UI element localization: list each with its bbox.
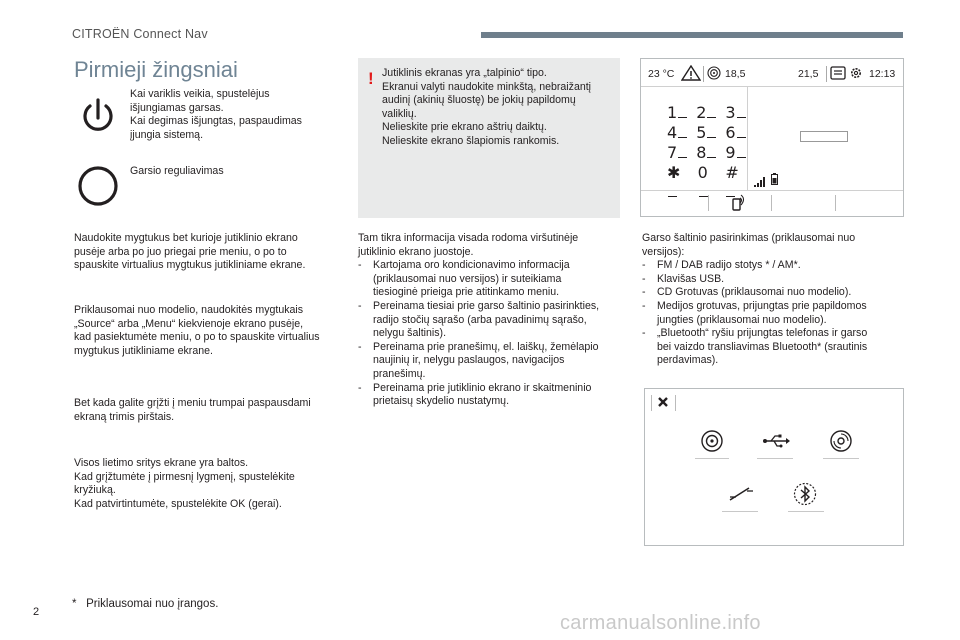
- text-line: įjungia sistemą.: [130, 128, 204, 141]
- keypad-row: [667, 103, 747, 123]
- underline: [757, 458, 793, 459]
- divider: [641, 190, 903, 191]
- text-line: audinį (akinių šluostę) be jokių papildomų: [382, 94, 576, 107]
- text-line: Visos lietimo sritys ekrane yra baltos.: [74, 457, 249, 469]
- usb-icon[interactable]: [762, 434, 790, 453]
- footnote-star: *: [72, 598, 77, 610]
- keypad-key: 4: [667, 123, 687, 143]
- power-description: [130, 88, 310, 142]
- text-line: pusėje arba po juo priegai prie meniu, o po to: [74, 245, 287, 258]
- divider: [835, 195, 836, 211]
- underline: [695, 458, 729, 459]
- text-line: Kai degimas išjungtas, paspaudimas: [130, 115, 302, 128]
- keypad-key: 9: [725, 143, 745, 163]
- text-line: valiklių.: [382, 107, 417, 120]
- messages-icon: [830, 66, 846, 85]
- status-time: 12:13: [869, 68, 896, 80]
- text-line: kryžiuką.: [74, 484, 116, 497]
- text-line: - Pereinama prie pranešimų, el. laiškų, žemėlapio: [373, 340, 599, 353]
- list-item: [358, 259, 623, 300]
- text-line: versijos):: [642, 245, 685, 258]
- keypad-row: [667, 163, 747, 183]
- phone-call-icon: [729, 194, 747, 217]
- text-line: Bet kada galite grįžti į meniu trumpai paspausdami: [74, 397, 311, 409]
- keypad-key: 2: [696, 103, 716, 123]
- warning-icon: !: [368, 69, 374, 88]
- text-line: - FM / DAB radijo stotys * / AM*.: [657, 259, 801, 272]
- text-line: perdavimas).: [657, 354, 719, 367]
- text-line: Kad patvirtintumėte, spustelėkite OK (gerai).: [74, 497, 282, 510]
- text-line: prietaisų skydelio nustatymų.: [373, 395, 510, 408]
- divider: [771, 195, 772, 211]
- text-line: tiesioginė prieiga prie atitinkamo meniu.: [373, 286, 560, 299]
- top-bar-info: [358, 232, 623, 409]
- text-line: išjungiamas garsas.: [130, 101, 224, 114]
- underline: [823, 458, 859, 459]
- text-line: - „Bluetooth“ ryšiu prijungtas telefonas ir garso: [657, 327, 868, 340]
- paragraph: [74, 304, 349, 358]
- list-item: [642, 300, 907, 327]
- bluetooth-icon[interactable]: [793, 482, 817, 511]
- settings-gear-icon: [848, 66, 864, 85]
- keypad-row: [667, 123, 747, 143]
- underline: [722, 511, 758, 512]
- info-list: [358, 259, 623, 409]
- text-line: Tam tikra informacija visada rodoma viršutinėje: [358, 232, 579, 244]
- list-item: [642, 273, 907, 287]
- text-line: ekraną trimis pirštais.: [74, 410, 175, 423]
- text-line: Kad grįžtumėte į pirmesnį lygmenį, spustelėkite: [74, 470, 295, 483]
- text-line: - CD Grotuvas (priklausomai nuo modelio).: [657, 286, 852, 299]
- text-line: Jutiklinis ekranas yra „talpinio“ tipo.: [382, 67, 547, 79]
- underline: [788, 511, 824, 512]
- keypad-key: 6: [725, 123, 745, 143]
- radio-signal-icon: [707, 66, 721, 85]
- keypad-key: 3: [725, 103, 745, 123]
- text-line: - Kartojama oro kondicionavimo informacija: [373, 259, 570, 272]
- list-item: [642, 259, 907, 273]
- text-line: Nelieskite ekrano šlapiomis rankomis.: [382, 134, 560, 147]
- display-field: [800, 131, 848, 142]
- source-selection: [642, 232, 907, 368]
- text-line: „Source“ arba „Menu“ kiekvienoje ekrano pusėje,: [74, 317, 304, 330]
- divider: [708, 195, 709, 211]
- text-line: kad pasiektumėte meniu, o po to spauskite virtualius: [74, 331, 320, 344]
- battery-icon: [771, 172, 778, 190]
- divider: [675, 395, 676, 411]
- list-item: [642, 286, 907, 300]
- close-icon[interactable]: [656, 395, 670, 414]
- keypad-key: ✱: [667, 163, 689, 183]
- list-item: [358, 341, 623, 382]
- volume-knob-icon: [74, 162, 122, 210]
- radio-source-icon[interactable]: [700, 429, 724, 458]
- text-line: - Medijos grotuvas, prijungtas prie papildomos: [657, 299, 867, 312]
- keypad-row: [667, 143, 747, 163]
- keypad-key: 7: [667, 143, 687, 163]
- power-icon: [74, 92, 122, 140]
- signal-strength-icon: [754, 174, 766, 192]
- keypad-key: 8: [696, 143, 716, 163]
- list-item: [358, 300, 623, 341]
- warning-text: [382, 67, 614, 149]
- cd-icon[interactable]: [829, 429, 853, 458]
- keypad-key: 0: [698, 163, 717, 183]
- dial-keypad: [667, 103, 747, 183]
- page-number: 2: [33, 606, 40, 618]
- aux-cable-icon[interactable]: [727, 485, 755, 508]
- source-screen-illustration: [644, 388, 904, 546]
- divider: [747, 86, 748, 190]
- text-line: mygtukus jutikliniame ekrane.: [74, 344, 213, 357]
- text-line: jutiklinio ekrano juostoje.: [358, 245, 474, 258]
- touchscreen-illustration: [640, 58, 904, 217]
- paragraph: [74, 397, 344, 424]
- paragraph: [74, 457, 344, 511]
- warning-triangle-icon: [681, 65, 701, 86]
- volume-description: Garsio reguliavimas: [130, 165, 224, 177]
- header-bar: [481, 32, 903, 38]
- text-line: jungties (priklausomai nuo modelio).: [657, 313, 827, 326]
- footnote: [72, 598, 218, 610]
- page-title: Pirmieji žingsniai: [74, 57, 238, 82]
- keypad-key: 1: [667, 103, 687, 123]
- text-line: nelygu šaltinis).: [373, 327, 447, 340]
- text-line: naujinių ir, nelygu paslaugos, navigacijos: [373, 354, 565, 367]
- text-line: (priklausomai nuo versijos) ir suteikiama: [373, 272, 562, 285]
- list-item: [642, 327, 907, 368]
- text-line: Kai variklis veikia, spustelėjus: [130, 88, 270, 100]
- source-list: [642, 259, 907, 368]
- text-line: radijo stočių sąrašo (arba pavadinimų sąrašo,: [373, 313, 587, 326]
- keypad-key: 5: [696, 123, 716, 143]
- divider: [826, 66, 827, 82]
- footnote-text: Priklausomai nuo įrangos.: [86, 598, 219, 610]
- text-line: bei vaizdo transliavimas Bluetooth* (srautinis: [657, 340, 868, 353]
- brand-header: CITROËN Connect Nav: [72, 27, 208, 41]
- watermark: carmanualsonline.info: [560, 612, 761, 634]
- divider: [703, 66, 704, 82]
- status-frequency: 18,5: [725, 68, 746, 80]
- divider: [641, 86, 903, 87]
- text-line: - Klavišas USB.: [657, 272, 725, 285]
- text-line: pranešimų.: [373, 367, 426, 380]
- list-item: [358, 382, 623, 409]
- keypad-key: #: [725, 163, 747, 183]
- status-temperature-left: 23 °C: [648, 68, 675, 80]
- text-line: - Pereinama prie jutiklinio ekrano ir skaitmeninio: [373, 381, 592, 394]
- text-line: Priklausomai nuo modelio, naudokitės mygtukais: [74, 304, 304, 316]
- divider: [651, 395, 652, 411]
- status-temperature-right: 21,5: [798, 68, 819, 80]
- text-line: Naudokite mygtukus bet kurioje jutiklinio ekrano: [74, 232, 298, 244]
- text-line: Ekranui valyti naudokite minkštą, nebraižantį: [382, 80, 592, 93]
- text-line: spauskite virtualius mygtukus jutikliniame ekrane.: [74, 259, 306, 272]
- text-line: Garso šaltinio pasirinkimas (priklausomai nuo: [642, 232, 856, 244]
- text-line: - Pereinama tiesiai prie garso šaltinio pasirinkties,: [373, 299, 600, 312]
- paragraph: [74, 232, 344, 273]
- text-line: Nelieskite prie ekrano aštrių daiktų.: [382, 121, 547, 134]
